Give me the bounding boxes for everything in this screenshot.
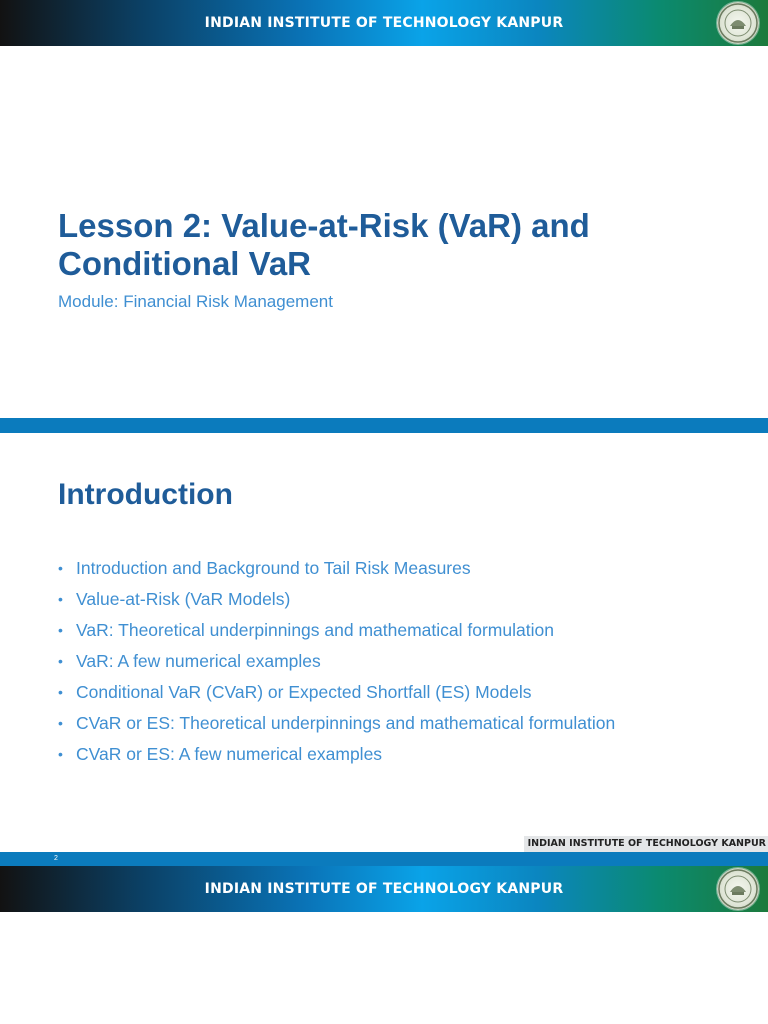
banner-title: INDIAN INSTITUTE OF TECHNOLOGY KANPUR [204,15,564,31]
bullet-icon: • [58,684,63,700]
bullet-text: Value-at-Risk (VaR Models) [76,589,291,609]
bullet-icon: • [58,746,63,762]
bullet-icon: • [58,715,63,731]
bullet-text: VaR: Theoretical underpinnings and mathematical formulation [76,620,554,640]
footer-strip [0,852,768,866]
bullet-item [58,587,615,618]
bullet-icon: • [58,622,63,638]
module-subtitle: Module: Financial Risk Management [58,292,333,311]
iit-kanpur-seal-icon [717,2,759,44]
bullet-icon: • [58,653,63,669]
bullet-item [58,680,615,711]
bullet-item [58,618,615,649]
footer-institute-label: INDIAN INSTITUTE OF TECHNOLOGY KANPUR [524,836,768,852]
slide-divider [0,418,768,433]
introduction-heading: Introduction [58,478,233,511]
intro-bullet-list [58,556,615,773]
bullet-item [58,649,615,680]
bullet-item [58,711,615,742]
bullet-text: Conditional VaR (CVaR) or Expected Shortfall (ES) Models [76,682,532,702]
bullet-icon: • [58,560,63,576]
iit-kanpur-seal-icon [717,868,759,910]
bullet-text: CVaR or ES: Theoretical underpinnings and mathematical formulation [76,713,616,733]
lesson-title: Lesson 2: Value-at-Risk (VaR) and Conditional VaR [58,207,590,282]
bullet-item [58,742,615,773]
bullet-text: VaR: A few numerical examples [76,651,321,671]
top-banner [0,0,768,46]
bullet-item [58,556,615,587]
banner-title: INDIAN INSTITUTE OF TECHNOLOGY KANPUR [204,881,564,897]
bullet-icon: • [58,591,63,607]
page-number: 2 [54,855,58,862]
bottom-banner [0,866,768,912]
bullet-text: CVaR or ES: A few numerical examples [76,744,383,764]
bullet-text: Introduction and Background to Tail Risk Measures [76,558,471,578]
